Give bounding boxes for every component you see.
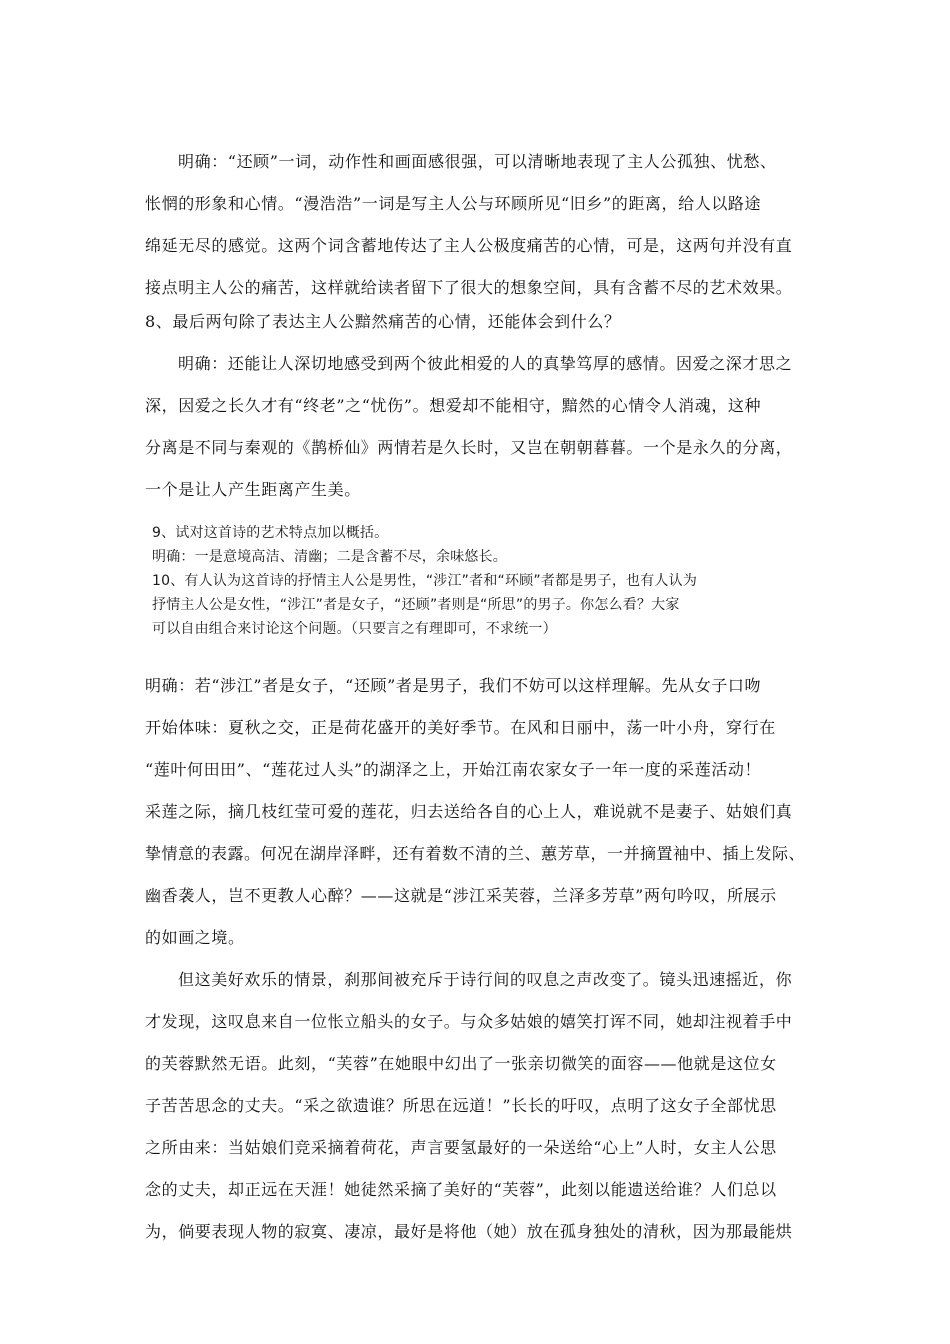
paragraph-line: 明确：还能让人深切地感受到两个彼此相爱的人的真挚笃厚的感情。因爱之深才思之 — [178, 354, 793, 373]
paragraph-line: 为，倘要表现人物的寂寞、凄凉，最好是将他（她）放在孤身独处的清秋，因为那最能烘 — [145, 1222, 793, 1241]
paragraph-line: 采莲之际，摘几枝红莹可爱的莲花，归去送给各自的心上人，难说就不是妻子、姑娘们真 — [145, 802, 793, 821]
paragraph-line: 明确：“还顾”一词，动作性和画面感很强，可以清晰地表现了主人公孤独、忧愁、 — [178, 152, 777, 171]
paragraph-line: 的如画之境。 — [145, 928, 245, 947]
paragraph-line: 怅惘的形象和心情。“漫浩浩”一词是写主人公与环顾所见“旧乡”的距离，给人以路途 — [145, 194, 762, 213]
question-8: 8、最后两句除了表达主人公黯然痛苦的心情，还能体会到什么？ — [145, 312, 621, 331]
paragraph-line: 的芙蓉默然无语。此刻，“芙蓉”在她眼中幻出了一张亲切微笑的面容——他就是这位女 — [145, 1054, 777, 1073]
paragraph-line: 深，因爱之长久才有“终老”之“忧伤”。想爱却不能相守，黯然的心情令人消魂，这种 — [145, 396, 762, 415]
paragraph-line: 一个是让人产生距离产生美。 — [145, 480, 361, 499]
paragraph-line: “莲叶何田田”、“莲花过人头”的湖泽之上，开始江南农家女子一年一度的采莲活动！ — [145, 760, 762, 779]
question-10-line: 10、有人认为这首诗的抒情主人公是男性，“涉江”者和“环顾”者都是男子，也有人认为 — [152, 573, 698, 589]
paragraph-line: 幽香袭人，岂不更教人心醉？——这就是“涉江采芙蓉，兰泽多芳草”两句吟叹，所展示 — [145, 886, 777, 905]
paragraph-line: 挚情意的表露。何况在湖岸泽畔，还有着数不清的兰、蕙芳草，一并摘置袖中、插上发际、 — [145, 844, 806, 863]
paragraph-line: 明确：若“涉江”者是女子，“还顾”者是男子，我们不妨可以这样理解。先从女子口吻 — [145, 676, 762, 695]
paragraph-line: 分离是不同与秦观的《鹊桥仙》两情若是久长时，又岂在朝朝暮暮。一个是永久的分离， — [145, 438, 793, 457]
question-10-line: 抒情主人公是女性，“涉江”者是女子，“还顾”者则是“所思”的男子。你怎么看？大家 — [152, 597, 680, 613]
answer-9: 明确：一是意境高洁、清幽；二是含蓄不尽，余味悠长。 — [152, 549, 507, 565]
paragraph-line: 接点明主人公的痛苦，这样就给读者留下了很大的想象空间，具有含蓄不尽的艺术效果。 — [145, 278, 793, 297]
paragraph-line: 开始体味：夏秋之交，正是荷花盛开的美好季节。在风和日丽中，荡一叶小舟，穿行在 — [145, 718, 776, 737]
paragraph-line: 子苦苦思念的丈夫。“采之欲遗谁？所思在远道！”长长的吁叹，点明了这女子全部忧思 — [145, 1096, 777, 1115]
question-10-line: 可以自由组合来讨论这个问题。（只要言之有理即可，不求统一） — [152, 621, 557, 637]
paragraph-line: 绵延无尽的感觉。这两个词含蓄地传达了主人公极度痛苦的心情，可是，这两句并没有直 — [145, 236, 793, 255]
paragraph-line: 但这美好欢乐的情景，刹那间被充斥于诗行间的叹息之声改变了。镜头迅速摇近，你 — [178, 970, 793, 989]
question-9: 9、试对这首诗的艺术特点加以概括。 — [152, 525, 389, 541]
paragraph-line: 念的丈夫，却正远在天涯！她徒然采摘了美好的“芙蓉”，此刻以能遗送给谁？人们总以 — [145, 1180, 777, 1199]
paragraph-line: 之所由来：当姑娘们竞采摘着荷花，声言要氢最好的一朵送给“心上”人时，女主人公思 — [145, 1138, 777, 1157]
paragraph-line: 才发现，这叹息来自一位怅立船头的女子。与众多姑娘的嬉笑打诨不同，她却注视着手中 — [145, 1012, 793, 1031]
